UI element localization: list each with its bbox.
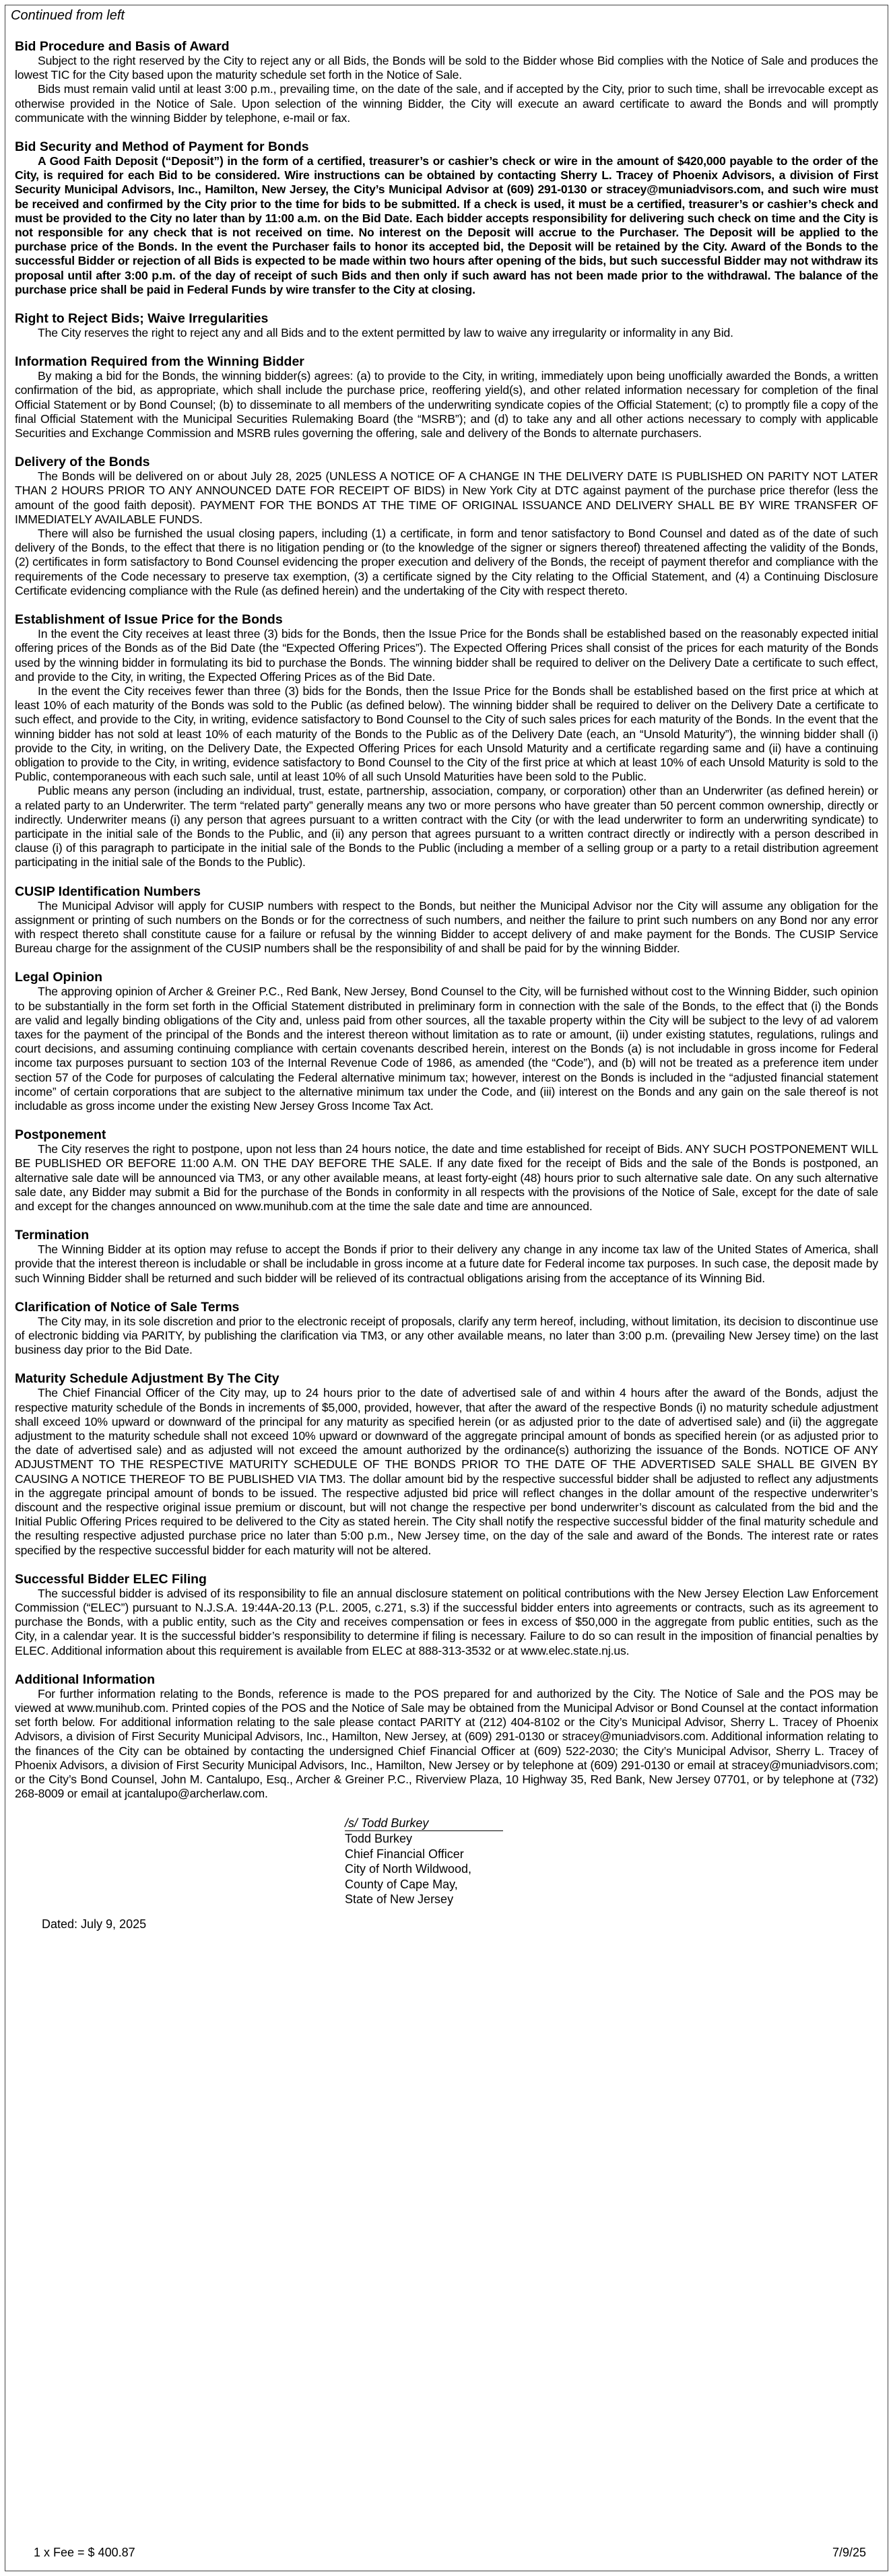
section-heading: Maturity Schedule Adjustment By The City bbox=[15, 1371, 279, 1387]
section-paragraph: Bids must remain valid until at least 3:00 p.m., prevailing time, on the date of the sale, and if accepted by the City, prior to such time, shall be irrevocable except as otherwise provided in the Notice of Sale. Upon selection of the winning Bidder, the City will execute an award certificate to award the Bonds and will promptly communicate with the winning Bidder by telephone, e-mail or fax. bbox=[15, 82, 878, 125]
section-bid-procedure-and-basis-of-award bbox=[15, 39, 878, 125]
section-paragraph: In the event the City receives at least three (3) bids for the Bonds, then the Issue Price for the Bonds shall be established based on the reasonably expected initial offering prices of the Bonds as of the Bid Date (the “Expected Offering Prices”). The Expected Offering Prices shall consist of the prices for each maturity of the Bonds used by the winning bidder in formulating its bid to purchase the Bonds. The winning bidder shall be required to deliver on the Delivery Date a certificate to such effect, and provide to the City, in writing, the Expected Offering Prices as of the Bid Date. bbox=[15, 627, 878, 684]
signature-line: /s/ Todd Burkey bbox=[345, 1816, 503, 1832]
section-heading: Clarification of Notice of Sale Terms bbox=[15, 1299, 240, 1315]
section-heading: Termination bbox=[15, 1228, 90, 1243]
section-paragraph: The City may, in its sole discretion and prior to the electronic receipt of proposals, clarify any term hereof, including, without limitation, its decision to discontinue use of electronic bidding via PARITY, by publishing the clarification via TM3, or any other available means, no later than 3:00 p.m. (prevailing New Jersey time) on the last business day prior to the Bid Date. bbox=[15, 1314, 878, 1357]
section-heading: Additional Information bbox=[15, 1672, 155, 1687]
section-heading: Legal Opinion bbox=[15, 970, 102, 985]
section-paragraph: Subject to the right reserved by the City to reject any or all Bids, the Bonds will be sold to the Bidder whose Bid complies with the Notice of Sale and produces the lowest TIC for the City based upon the maturity schedule set forth in the Notice of Sale. bbox=[15, 54, 878, 82]
section-maturity-schedule-adjustment-by-the-city bbox=[15, 1371, 878, 1557]
section-clarification-of-notice-of-sale-terms bbox=[15, 1300, 878, 1358]
fee-label: 1 x Fee = $ 400.87 bbox=[34, 2546, 135, 2559]
section-paragraph: A Good Faith Deposit (“Deposit”) in the form of a certified, treasurer’s or cashier’s check or wire in the amount of $420,000 payable to the order of the City, is required for each Bid to be considered. Wire instructions can be obtained by contacting Sherry L. Tracey of Phoenix Advisors, a division of First Security Municipal Advisors, Inc., Hamilton, New Jersey, the City’s Municipal Advisor at (609) 291-0130 or stracey@muniadvisors.com, and such wire must be received and confirmed by the City prior to the time for bids to be submitted. If a check is used, it must be a certified, treasurer’s or cashier’s check and must be provided to the City no later than by 11:00 a.m. on the Bid Date. Each bidder accepts responsibility for delivering such check on time and the City is not responsible for any check that is not received on time. No interest on the Deposit will accrue to the Purchaser. The Deposit will be applied to the purchase price of the Bonds. In the event the Purchaser fails to honor its accepted bid, the Deposit will be retained by the City. Award of the Bonds to the successful Bidder or rejection of all Bids is expected to be made within two hours after opening of the bids, but such successful Bidder may not withdraw its proposal until after 3:00 p.m. of the day of receipt of such Bids and then only if such award has not been made prior to the withdrawal. The balance of the purchase price shall be paid in Federal Funds by wire transfer to the City at closing. bbox=[15, 154, 878, 296]
section-paragraph: The City reserves the right to reject any and all Bids and to the extent permitted by law to waive any irregularity or informality in any Bid. bbox=[38, 326, 733, 340]
signer-name: Todd Burkey bbox=[345, 1832, 413, 1846]
section-successful-bidder-elec-filing bbox=[15, 1572, 878, 1658]
section-heading: Information Required from the Winning Bidder bbox=[15, 354, 304, 370]
section-information-required-from-the-winning-bidder bbox=[15, 354, 878, 440]
section-paragraph: For further information relating to the Bonds, reference is made to the POS prepared for and authorized by the City. The Notice of Sale and the POS may be viewed at www.munihub.com. Printed copies of the POS and the Notice of Sale may be obtained from the Municipal Advisor or Bond Counsel at the contact information set forth below. For additional information relating to the sale please contact PARITY at (212) 404-8102 or the City’s Municipal Advisor, Sherry L. Tracey of Phoenix Advisors, a division of First Security Municipal Advisors, Inc., Hamilton, New Jersey, at (609) 291-0130 or stracey@muniadvisors.com. Additional information relating to the finances of the City can be obtained by contacting the undersigned Chief Financial Officer at (609) 522-2030; the City’s Municipal Advisor, Sherry L. Tracey of Phoenix Advisors, a division of First Security Municipal Advisors, Inc., Hamilton, New Jersey or by telephone at (609) 291-0130 or email at stracey@muniadvisors.com; or the City’s Bond Counsel, John M. Cantalupo, Esq., Archer & Greiner P.C., Riverview Plaza, 10 Highway 35, Red Bank, New Jersey 07701, or by telephone at (732) 268-8009 or email at jcantalupo@archerlaw.com. bbox=[15, 1686, 878, 1801]
section-heading: Successful Bidder ELEC Filing bbox=[15, 1571, 207, 1587]
section-paragraph: The Bonds will be delivered on or about July 28, 2025 (UNLESS A NOTICE OF A CHANGE IN THE DELIVERY DATE IS PUBLISHED ON PARITY NOT LATER THAN 2 HOURS PRIOR TO ANY ANNOUNCED DATE FOR RECEIPT OF BIDS) in New York City at DTC against payment of the purchase price therefor (less the amount of the good faith deposit). PAYMENT FOR THE BONDS AT THE TIME OF ORIGINAL ISSUANCE AND DELIVERY SHALL BE BY WIRE TRANSFER OF IMMEDIATELY AVAILABLE FUNDS. bbox=[15, 469, 878, 526]
notice-sections bbox=[15, 39, 878, 1802]
page-footer bbox=[30, 2545, 866, 2560]
section-heading: CUSIP Identification Numbers bbox=[15, 884, 201, 899]
section-paragraph: There will also be furnished the usual closing papers, including (1) a certificate, in form and tenor satisfactory to Bond Counsel and dated as of the date of such delivery of the Bonds, to the effect that there is no litigation pending or (to the knowledge of the signer or signers thereof) threatened affecting the validity of the Bonds, (2) certificates in form satisfactory to Bond Counsel evidencing the proper execution and delivery of the Bonds, the receipt of payment therefor and compliance with the requirements of the Code necessary to preserve tax exemption, (3) a certificate signed by the City relating to the Official Statement, and (4) a Continuing Disclosure Certificate evidencing compliance with the Rule (as defined herein) and the undertaking of the City with respect thereto. bbox=[15, 527, 878, 597]
section-paragraph: Public means any person (including an individual, trust, estate, partnership, association, company, or corporation) other than an Underwriter (as defined herein) or a related party to an Underwriter. The term “related party” generally means any two or more persons who have greater than 50 percent common ownership, directly or indirectly. Underwriter means (i) any person that agrees pursuant to a written contract with the City (or with the lead underwriter to form an underwriting syndicate) to participate in the initial sale of the Bonds to the Public, and (ii) any person that agrees pursuant to a written contract directly or indirectly with a person described in clause (i) of this paragraph to participate in the initial sale of the Bonds to the Public (including a member of a selling group or a party to a retail distribution agreement participating in the initial sale of the Bonds to the Public). bbox=[15, 784, 878, 869]
section-establishment-of-issue-price-for-the-bonds bbox=[15, 612, 878, 869]
signer-county: County of Cape May, bbox=[345, 1877, 458, 1891]
continued-from-left-label: Continued from left bbox=[11, 8, 125, 23]
signer-state: State of New Jersey bbox=[345, 1892, 454, 1907]
section-paragraph: The successful bidder is advised of its responsibility to file an annual disclosure statement on political contributions with the New Jersey Election Law Enforcement Commission (“ELEC”) pursuant to N.J.S.A. 19:44A-20.13 (P.L. 2005, c.271, s.3) if the successful bidder enters into agreements or contracts, such as its agreement to purchase the Bonds, with a public entity, such as the City and receives compensation or fees in excess of $50,000 in the aggregate from public entities, such as the City, in a calendar year. It is the successful bidder’s responsibility to determine if filing is necessary. Failure to do so can result in the imposition of financial penalties by ELEC. Additional information about this requirement is available from ELEC at 888-313-3532 or at www.elec.state.nj.us. bbox=[15, 1586, 878, 1657]
section-heading: Right to Reject Bids; Waive Irregularities bbox=[15, 311, 269, 327]
section-paragraph: The approving opinion of Archer & Greiner P.C., Red Bank, New Jersey, Bond Counsel to the City, will be furnished without cost to the Winning Bidder, such opinion to be substantially in the form set forth in the Official Statement distributed in preliminary form in connection with the sale of the Bonds, to the effect that (i) the Bonds are valid and legally binding obligations of the City and, unless paid from other sources, all the taxable property within the City will be subject to the levy of ad valorem taxes for the payment of the principal of the Bonds and the interest thereon without limitation as to rate or amount, (ii) under existing statutes, regulations, rulings and court decisions, and assuming continuing compliance with certain covenants described herein, interest on the Bonds (a) is not includable in gross income for Federal income tax purposes pursuant to section 103 of the Internal Revenue Code of 1986, as amended (the “Code”), and (b) will not be treated as a preference item under section 57 of the Code for purposes of calculating the Federal alternative minimum tax; however, interest on the Bonds is included in the “adjusted financial statement income” of certain corporations that are subject to the alternative minimum tax under the Code, and (iii) interest on the Bonds and any gain on the sale thereof is not includable as gross income under the existing New Jersey Gross Income Tax Act. bbox=[15, 985, 878, 1113]
section-heading: Bid Security and Method of Payment for Bonds bbox=[15, 139, 309, 155]
section-bid-security-and-method-of-payment-for-bonds bbox=[15, 139, 878, 297]
signer-title: Chief Financial Officer bbox=[345, 1847, 464, 1861]
section-right-to-reject-bids-waive-irregularities bbox=[15, 311, 878, 340]
section-termination bbox=[15, 1228, 878, 1286]
section-additional-information bbox=[15, 1672, 878, 1802]
section-postponement bbox=[15, 1127, 878, 1214]
signature-block bbox=[345, 1816, 878, 1908]
section-paragraph: In the event the City receives fewer than three (3) bids for the Bonds, then the Issue Price for the Bonds shall be established based on the first price at which at least 10% of each maturity of the Bonds was sold to the Public (as defined below). The winning bidder shall be required to deliver on the Delivery Date a certificate to such effect, and provide to the City, in writing, evidence satisfactory to Bond Counsel to the City of such sales prices for each maturity of the Bonds. In the event that the winning bidder has not sold at least 10% of each maturity of the Bonds to the Public as of the Delivery Date (each, an “Unsold Maturity”), the winning bidder shall (i) provide to the City, in writing, on the Delivery Date, the Expected Offering Prices for each Unsold Maturity and a certificate regarding same and (ii) have a continuing obligation to provide to the City, in writing, evidence satisfactory to Bond Counsel to the City of the first price at which at least 10% of each Unsold Maturity is sold to the Public, contemporaneous with each such sale, until at least 10% of all such Unsold Maturities have been sold to the Public. bbox=[15, 684, 878, 784]
footer-date: 7/9/25 bbox=[832, 2546, 866, 2559]
section-paragraph: The Winning Bidder at its option may refuse to accept the Bonds if prior to their delivery any change in any income tax law of the United States of America, shall provide that the interest thereon is includable or shall be includable in gross income at a future date for Federal income tax purposes. In such case, the deposit made by such Winning Bidder shall be returned and such bidder will be relieved of its contractual obligations arising from the acceptance of its Winning Bid. bbox=[15, 1243, 878, 1285]
section-heading: Postponement bbox=[15, 1127, 106, 1143]
section-delivery-of-the-bonds bbox=[15, 455, 878, 598]
section-cusip-identification-numbers bbox=[15, 884, 878, 956]
dated-line: Dated: July 9, 2025 bbox=[42, 1917, 147, 1931]
signer-organization: City of North Wildwood, bbox=[345, 1862, 472, 1876]
section-paragraph: The Municipal Advisor will apply for CUSIP numbers with respect to the Bonds, but neither the Municipal Advisor nor the City will assume any obligation for the assignment or printing of such numbers on the Bonds or for the correctness of such numbers, and neither the failure to print such numbers on any Bond nor any error with respect thereto shall constitute cause for a failure or refusal by the winning Bidder to accept delivery of and make payment for the Bonds. The CUSIP Service Bureau charge for the assignment of the CUSIP numbers shall be the responsibility of and shall be paid for by the winning Bidder. bbox=[15, 898, 878, 956]
section-paragraph: By making a bid for the Bonds, the winning bidder(s) agrees: (a) to provide to the City, in writing, immediately upon being unofficially awarded the Bonds, a written confirmation of the bid, as appropriate, which shall include the purchase price, reoffering yield(s), and other related information necessary for completion of the final Official Statement or by Bond Counsel; (b) to disseminate to all members of the underwriting syndicate copies of the Official Statement; (c) to promptly file a copy of the final Official Statement with the Municipal Securities Rulemaking Board (the “MSRB”); and (d) to take any and all other actions necessary to comply with applicable Securities and Exchange Commission and MSRB rules governing the offering, sale and delivery of the Bonds to alternate purchasers. bbox=[15, 369, 878, 440]
section-legal-opinion bbox=[15, 970, 878, 1113]
section-heading: Establishment of Issue Price for the Bonds bbox=[15, 612, 283, 628]
section-heading: Bid Procedure and Basis of Award bbox=[15, 39, 230, 54]
section-paragraph: The Chief Financial Officer of the City may, up to 24 hours prior to the date of advertised sale of and within 4 hours after the award of the Bonds, adjust the respective maturity schedule of the Bonds in increments of $5,000, provided, however, that after the award of the respective Bonds (i) no maturity schedule adjustment shall exceed 10% upward or downward of the principal for any maturity as specified herein (or as adjusted prior to the date of advertised sale) and (ii) the aggregate adjustment to the maturity schedule shall not exceed 10% upward or downward of the aggregate principal amount of bonds as specified herein (or as adjusted prior to the date of advertised sale) and as adjusted will not exceed the amount authorized by the ordinance(s) authorizing the issuance of the Bonds. NOTICE OF ANY ADJUSTMENT TO THE RESPECTIVE MATURITY SCHEDULE OF THE BONDS PRIOR TO THE DATE OF THE ADVERTISED SALE SHALL BE GIVEN BY CAUSING A NOTICE THEREOF TO BE PUBLISHED VIA TM3. The dollar amount bid by the respective successful bidder shall be adjusted to reflect any adjustments in the aggregate principal amount of bonds to be issued. The respective adjusted bid price will reflect changes in the dollar amount of the respective underwriter’s discount and the respective original issue premium or discount, but will not change the respective per bond underwriter’s discount as calculated from the bid and the Initial Public Offering Prices required to be delivered to the City as stated herein. The City shall notify the respective successful bidder of the final maturity schedule and the resulting respective adjusted purchase price no later than 5:00 p.m., New Jersey time, on the day of the sale and award of the Bonds. The interest rate or rates specified by the respective successful bidder for each maturity will not be altered. bbox=[15, 1386, 878, 1557]
section-heading: Delivery of the Bonds bbox=[15, 455, 150, 470]
section-paragraph: The City reserves the right to postpone, upon not less than 24 hours notice, the date and time established for receipt of Bids. ANY SUCH POSTPONEMENT WILL BE PUBLISHED OR BEFORE 11:00 A.M. ON THE DAY BEFORE THE SALE. If any date fixed for the receipt of Bids and the sale of the Bonds is postponed, an alternative sale date will be announced via TM3, or any other available means, at least forty-eight (48) hours prior to such alternative sale date. On any such alternative sale date, any Bidder may submit a Bid for the purchase of the Bonds in conformity in all respects with the provisions of the Notice of Sale, except for the date of sale and except for the changes announced on www.munihub.com at the time the sale date and time are announced. bbox=[15, 1142, 878, 1213]
